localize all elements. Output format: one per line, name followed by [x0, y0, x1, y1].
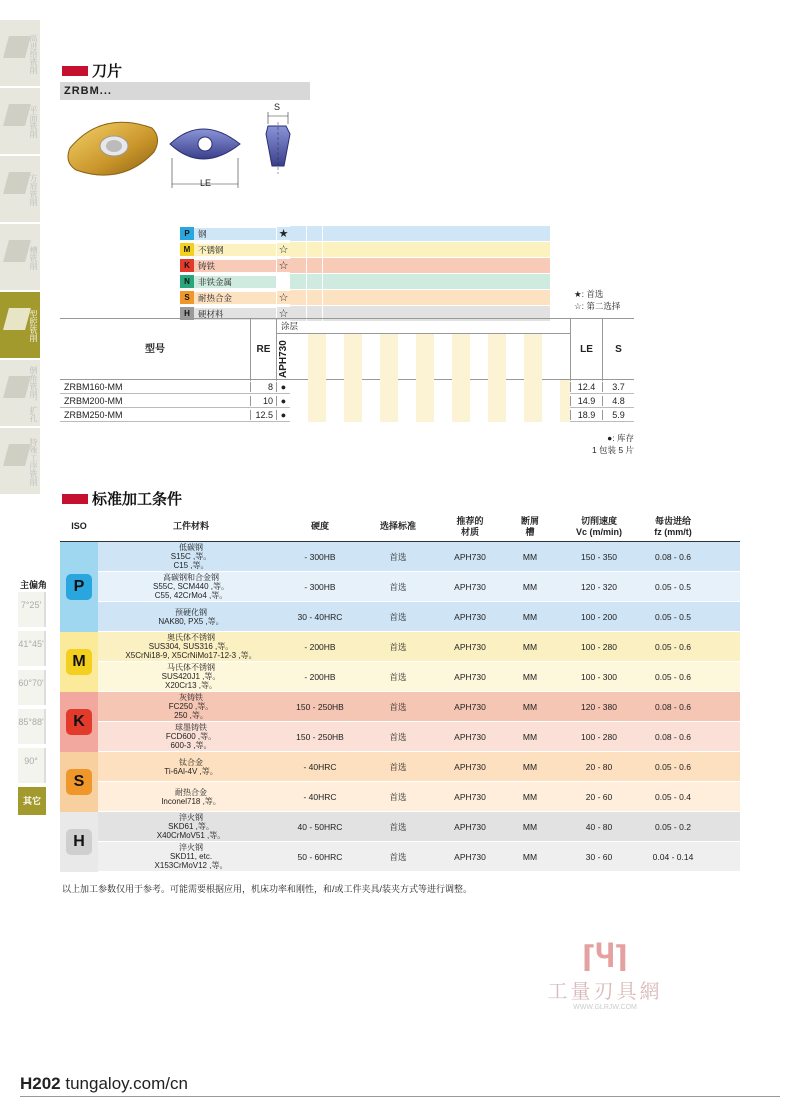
material-mark: ☆ [276, 259, 290, 272]
material-row [180, 290, 550, 305]
footer-rule [20, 1096, 780, 1097]
hdr-chip [500, 516, 560, 538]
page-number: H202 [20, 1074, 61, 1093]
material-row [180, 258, 550, 273]
condition-row [98, 752, 740, 782]
material-name: 铸铁 [194, 260, 276, 272]
material-name: 不锈钢 [194, 244, 276, 256]
iso-chip: H [180, 307, 194, 320]
cutting-speed: 100 - 300 [581, 671, 617, 682]
chipbreaker: MM [522, 851, 538, 862]
sidebar-tab-icon [3, 104, 31, 126]
material-line: 奥氏体不锈钢 [167, 633, 215, 642]
grade: APH730 [454, 821, 486, 832]
workpiece-material [98, 573, 284, 600]
feed-per-tooth: 0.08 - 0.6 [655, 731, 691, 742]
grade-stripe [524, 334, 542, 382]
hardness: - 300HB [304, 581, 336, 592]
conditions-header [60, 512, 740, 542]
watermark-logo: ⌈Ⴗ⌉ [581, 941, 629, 974]
material-name: 非铁金属 [194, 276, 276, 288]
material-line: 球墨铸铁 [175, 723, 207, 732]
hardness: - 200HB [304, 671, 336, 682]
cutting-speed: 100 - 280 [581, 731, 617, 742]
legend-key [574, 288, 620, 312]
grade: APH730 [454, 611, 486, 622]
material-line: X20Cr13 ,等。 [164, 681, 218, 690]
watermark-text: 工量刃具網 [547, 981, 663, 1003]
hdr-grade-line2: 材质 [460, 526, 479, 537]
product-table [60, 318, 634, 422]
sidebar-tab-icon [3, 308, 31, 330]
product-stock: ● [276, 382, 290, 392]
sidebar-tab[interactable] [0, 224, 40, 292]
cutting-speed: 150 - 350 [581, 551, 617, 562]
hdr-vc-line1: 切削速度 [580, 515, 617, 526]
condition-row [98, 572, 740, 602]
workpiece-material [98, 788, 284, 806]
material-line: 灰铸铁 [179, 693, 203, 702]
product-empty [290, 394, 570, 408]
material-mark: ☆ [276, 291, 290, 304]
criteria: 首选 [389, 851, 407, 862]
iso-badge: S [66, 769, 92, 795]
cutting-speed: 100 - 280 [581, 641, 617, 652]
material-line: SUS304, SUS316 ,等。 [148, 642, 234, 651]
iso-badge: K [66, 709, 92, 735]
hdr-fz-line2: fz (mm/t) [654, 526, 692, 537]
hardness: 150 - 250HB [296, 731, 344, 742]
section-marker [62, 66, 88, 76]
product-rows [60, 380, 634, 422]
insert-illustration [62, 108, 312, 198]
feed-per-tooth: 0.05 - 0.4 [655, 791, 691, 802]
cutting-speed: 40 - 80 [585, 821, 613, 832]
section-title-insert: 刀片 [92, 63, 123, 80]
product-row [60, 380, 634, 394]
material-mark: ☆ [276, 307, 290, 320]
cutting-speed: 30 - 60 [585, 851, 613, 862]
product-table-header [60, 318, 634, 380]
conditions-rows [60, 542, 740, 872]
angle-item[interactable]: 60°70' [18, 670, 46, 705]
material-line: X40CrMoV51 ,等。 [156, 831, 226, 840]
iso-chip: P [180, 227, 194, 240]
grade-stripe [452, 334, 470, 382]
page-footer [20, 1074, 188, 1094]
hdr-hardness: 硬度 [310, 521, 329, 531]
condition-row [98, 722, 740, 752]
cutting-speed: 20 - 60 [585, 791, 613, 802]
material-line: 高碳钢和合金钢 [163, 573, 219, 582]
hdr-vc [560, 516, 638, 538]
product-s: 5.9 [602, 410, 634, 420]
insert-series-band: ZRBM... [60, 82, 310, 100]
coating-label: 涂层 [276, 319, 330, 333]
angle-item[interactable]: 90° [18, 748, 46, 783]
condition-row [98, 812, 740, 842]
material-band [290, 290, 550, 305]
grade: APH730 [454, 791, 486, 802]
hdr-fz [638, 516, 708, 538]
hdr-grade [440, 516, 500, 538]
product-row [60, 394, 634, 408]
iso-badge: M [66, 649, 92, 675]
chipbreaker: MM [522, 761, 538, 772]
material-line: 低碳钢 [179, 543, 203, 552]
sidebar-tab-label: 倒角铣削，扩孔 [29, 366, 38, 422]
grade: APH730 [454, 701, 486, 712]
sidebar-tab[interactable] [0, 156, 40, 224]
material-line: C15 ,等。 [173, 561, 209, 570]
angle-item[interactable]: 41°45' [18, 631, 46, 666]
hardness: - 40HRC [303, 791, 337, 802]
workpiece-material [98, 663, 284, 690]
material-band [290, 242, 550, 257]
product-stock: ● [276, 396, 290, 406]
condition-row [98, 662, 740, 692]
product-model: ZRBM250-MM [64, 409, 123, 420]
col-le: LE [570, 319, 602, 381]
workpiece-material [98, 723, 284, 750]
product-le: 12.4 [570, 382, 602, 392]
chipbreaker: MM [522, 611, 538, 622]
workpiece-material [98, 843, 284, 870]
product-row [60, 408, 634, 422]
sidebar-tab-icon [3, 36, 31, 58]
sidebar-tab-label: 平面铣削 [29, 106, 38, 138]
material-row [180, 226, 550, 241]
material-row [180, 274, 550, 289]
sidebar-tab-label: 特殊工序铣削 [29, 438, 38, 486]
hardness: 30 - 40HRC [297, 611, 343, 622]
product-le: 14.9 [570, 396, 602, 406]
grade-name: APH730 [278, 340, 289, 378]
sidebar-tab-icon [3, 172, 31, 194]
sidebar-tab[interactable] [0, 292, 40, 360]
condition-row [98, 692, 740, 722]
product-s: 3.7 [602, 382, 634, 392]
condition-row [98, 542, 740, 572]
product-re: 12.5 [250, 410, 276, 420]
material-line: FC250 ,等。 [168, 702, 214, 711]
criteria: 首选 [389, 671, 407, 682]
hdr-chip-line2: 槽 [525, 526, 535, 537]
grade-stripe [488, 334, 506, 382]
condition-row [98, 632, 740, 662]
condition-row [98, 842, 740, 872]
angle-title: 主偏角 [20, 580, 48, 590]
angle-item[interactable]: 85°88' [18, 709, 46, 744]
cutting-speed: 120 - 380 [581, 701, 617, 712]
sidebar-tab[interactable] [0, 20, 40, 88]
material-line: 淬火钢 [179, 843, 203, 852]
material-band [290, 226, 550, 241]
material-band [290, 274, 550, 289]
cutting-speed: 120 - 320 [581, 581, 617, 592]
feed-per-tooth: 0.08 - 0.6 [655, 551, 691, 562]
hardness: 150 - 250HB [296, 701, 344, 712]
hardness: - 300HB [304, 551, 336, 562]
sidebar-tab-label: 槽铣削 [29, 246, 38, 270]
angle-list [18, 592, 46, 815]
material-line: Inconel718 ,等。 [161, 796, 221, 806]
sidebar-tab[interactable] [0, 428, 40, 496]
hdr-chip-line1: 断屑 [520, 515, 539, 526]
angle-item[interactable]: 7°25' [18, 592, 46, 627]
chipbreaker: MM [522, 581, 538, 592]
sidebar-tab-icon [3, 376, 31, 398]
material-line: 耐热合金 [175, 787, 207, 797]
site-link[interactable]: tungaloy.com/cn [65, 1074, 188, 1093]
hdr-grade-line1: 推荐的 [456, 515, 484, 526]
criteria: 首选 [389, 611, 407, 622]
criteria: 首选 [389, 791, 407, 802]
hardness: 40 - 50HRC [297, 821, 343, 832]
chipbreaker: MM [522, 551, 538, 562]
material-line: FCD600 ,等。 [165, 732, 217, 741]
chipbreaker: MM [522, 791, 538, 802]
feed-per-tooth: 0.08 - 0.6 [655, 701, 691, 712]
stock-note: ●: 库存 [607, 433, 634, 443]
watermark [530, 940, 680, 1011]
feed-per-tooth: 0.05 - 0.2 [655, 821, 691, 832]
material-line: NAK80, PX5 ,等。 [158, 616, 224, 626]
cutting-speed: 20 - 80 [585, 761, 613, 772]
material-name: 钢 [194, 228, 276, 240]
iso-chip: K [180, 259, 194, 272]
cutting-speed: 100 - 200 [581, 611, 617, 622]
material-name: 硬材料 [194, 308, 276, 320]
insert-drawings [62, 102, 312, 198]
material-line: SUS420J1 ,等。 [161, 672, 221, 681]
material-name: 耐热合金 [194, 292, 276, 304]
legend-second-choice: ☆: 第二选择 [574, 301, 621, 311]
grade: APH730 [454, 641, 486, 652]
product-re: 10 [250, 396, 276, 406]
grade-stripe [308, 334, 326, 382]
product-re: 8 [250, 382, 276, 392]
chipbreaker: MM [522, 671, 538, 682]
grade-stripe [416, 334, 434, 382]
material-line: 预硬化钢 [175, 607, 207, 617]
sidebar-tab-label: 型腔铣削 [29, 310, 38, 342]
hdr-criteria: 选择标准 [379, 521, 416, 531]
pack-note: 1 包装 5 片 [591, 445, 634, 455]
sidebar-tab-icon [3, 240, 31, 262]
dim-s-label: S [274, 102, 281, 112]
material-line: X5CrNi18-9, X5CrNiMo17-12-3 ,等。 [125, 651, 257, 660]
material-mark: ★ [276, 227, 290, 240]
hardness: 50 - 60HRC [297, 851, 343, 862]
grade: APH730 [454, 731, 486, 742]
chipbreaker: MM [522, 641, 538, 652]
iso-badge: H [66, 829, 92, 855]
hdr-vc-line2: Vc (m/min) [575, 526, 622, 537]
grade: APH730 [454, 761, 486, 772]
sidebar-tab-label: 高进给铣削 [29, 34, 38, 74]
condition-row [98, 782, 740, 812]
criteria: 首选 [389, 551, 407, 562]
hardness: - 40HRC [303, 761, 337, 772]
criteria: 首选 [389, 581, 407, 592]
hdr-iso: ISO [71, 521, 87, 531]
material-line: X153CrMoV12 ,等。 [154, 861, 228, 870]
criteria: 首选 [389, 641, 407, 652]
product-model: ZRBM160-MM [64, 381, 123, 392]
iso-chip: N [180, 275, 194, 288]
material-line: SKD61 ,等。 [168, 822, 214, 831]
material-line: SKD11, etc. [169, 852, 213, 861]
product-le: 18.9 [570, 410, 602, 420]
sidebar-tab[interactable] [0, 360, 40, 428]
feed-per-tooth: 0.05 - 0.5 [655, 581, 691, 592]
sidebar-tab[interactable] [0, 88, 40, 156]
feed-per-tooth: 0.05 - 0.6 [655, 671, 691, 682]
grade: APH730 [454, 851, 486, 862]
feed-per-tooth: 0.04 - 0.14 [652, 851, 694, 862]
section-title-conditions: 标准加工条件 [92, 491, 183, 508]
hdr-fz-line1: 每齿进给 [654, 515, 691, 526]
chipbreaker: MM [522, 701, 538, 712]
material-row [180, 242, 550, 257]
angle-other[interactable]: 其它 [18, 787, 46, 815]
workpiece-material [98, 633, 284, 660]
workpiece-material [98, 758, 284, 776]
criteria: 首选 [389, 761, 407, 772]
footnote: 以上加工参数仅用于参考。可能需要根据应用，机床功率和刚性，和/或工件夹具/装夹方式等进行调整。 [62, 884, 473, 894]
material-line: 钛合金 [179, 757, 203, 767]
iso-chip: S [180, 291, 194, 304]
sidebar-tab-label: 方肩铣削 [29, 174, 38, 206]
feed-per-tooth: 0.05 - 0.6 [655, 761, 691, 772]
material-line: 250 ,等。 [174, 711, 208, 720]
material-line: C55, 42CrMo4 ,等。 [154, 591, 228, 600]
feed-per-tooth: 0.05 - 0.6 [655, 641, 691, 652]
condition-row [98, 602, 740, 632]
product-stock: ● [276, 410, 290, 420]
grade-stripes [290, 333, 570, 381]
grade: APH730 [454, 671, 486, 682]
col-re: RE [250, 319, 276, 381]
product-s: 4.8 [602, 396, 634, 406]
feed-per-tooth: 0.05 - 0.5 [655, 611, 691, 622]
criteria: 首选 [389, 731, 407, 742]
side-nav [0, 20, 40, 496]
criteria: 首选 [389, 821, 407, 832]
material-line: 马氏体不锈钢 [167, 663, 215, 672]
legend-first-choice: ★: 首选 [574, 289, 604, 299]
conditions-table [60, 512, 740, 872]
section-marker [62, 494, 88, 504]
watermark-url: WWW.GLRJW.COM [573, 1004, 637, 1011]
material-line: 600-3 ,等。 [170, 741, 212, 750]
hdr-material: 工件材料 [172, 521, 209, 531]
workpiece-material [98, 608, 284, 626]
col-s: S [602, 319, 634, 381]
grade-stripe [380, 334, 398, 382]
material-line: S15C ,等。 [170, 552, 212, 561]
workpiece-material [98, 543, 284, 570]
chipbreaker: MM [522, 821, 538, 832]
grade: APH730 [454, 551, 486, 562]
chipbreaker: MM [522, 731, 538, 742]
product-empty [290, 408, 570, 422]
material-line: Ti-6Al-4V ,等。 [164, 766, 218, 776]
sidebar-tab-icon [3, 444, 31, 466]
workpiece-material [98, 693, 284, 720]
col-model: 型号 [145, 344, 165, 355]
workpiece-material [98, 813, 284, 840]
iso-chip: M [180, 243, 194, 256]
material-legend [180, 226, 550, 322]
grade-col [276, 333, 290, 381]
criteria: 首选 [389, 701, 407, 712]
material-line: S55C, SCM440 ,等。 [152, 582, 230, 591]
iso-badge: P [66, 574, 92, 600]
material-line: 淬火钢 [179, 813, 203, 822]
hardness: - 200HB [304, 641, 336, 652]
material-band [290, 258, 550, 273]
product-model: ZRBM200-MM [64, 395, 123, 406]
grade-stripe [344, 334, 362, 382]
dim-le-label: LE [200, 178, 212, 188]
material-mark: ☆ [276, 243, 290, 256]
stock-notes [580, 432, 634, 456]
grade: APH730 [454, 581, 486, 592]
